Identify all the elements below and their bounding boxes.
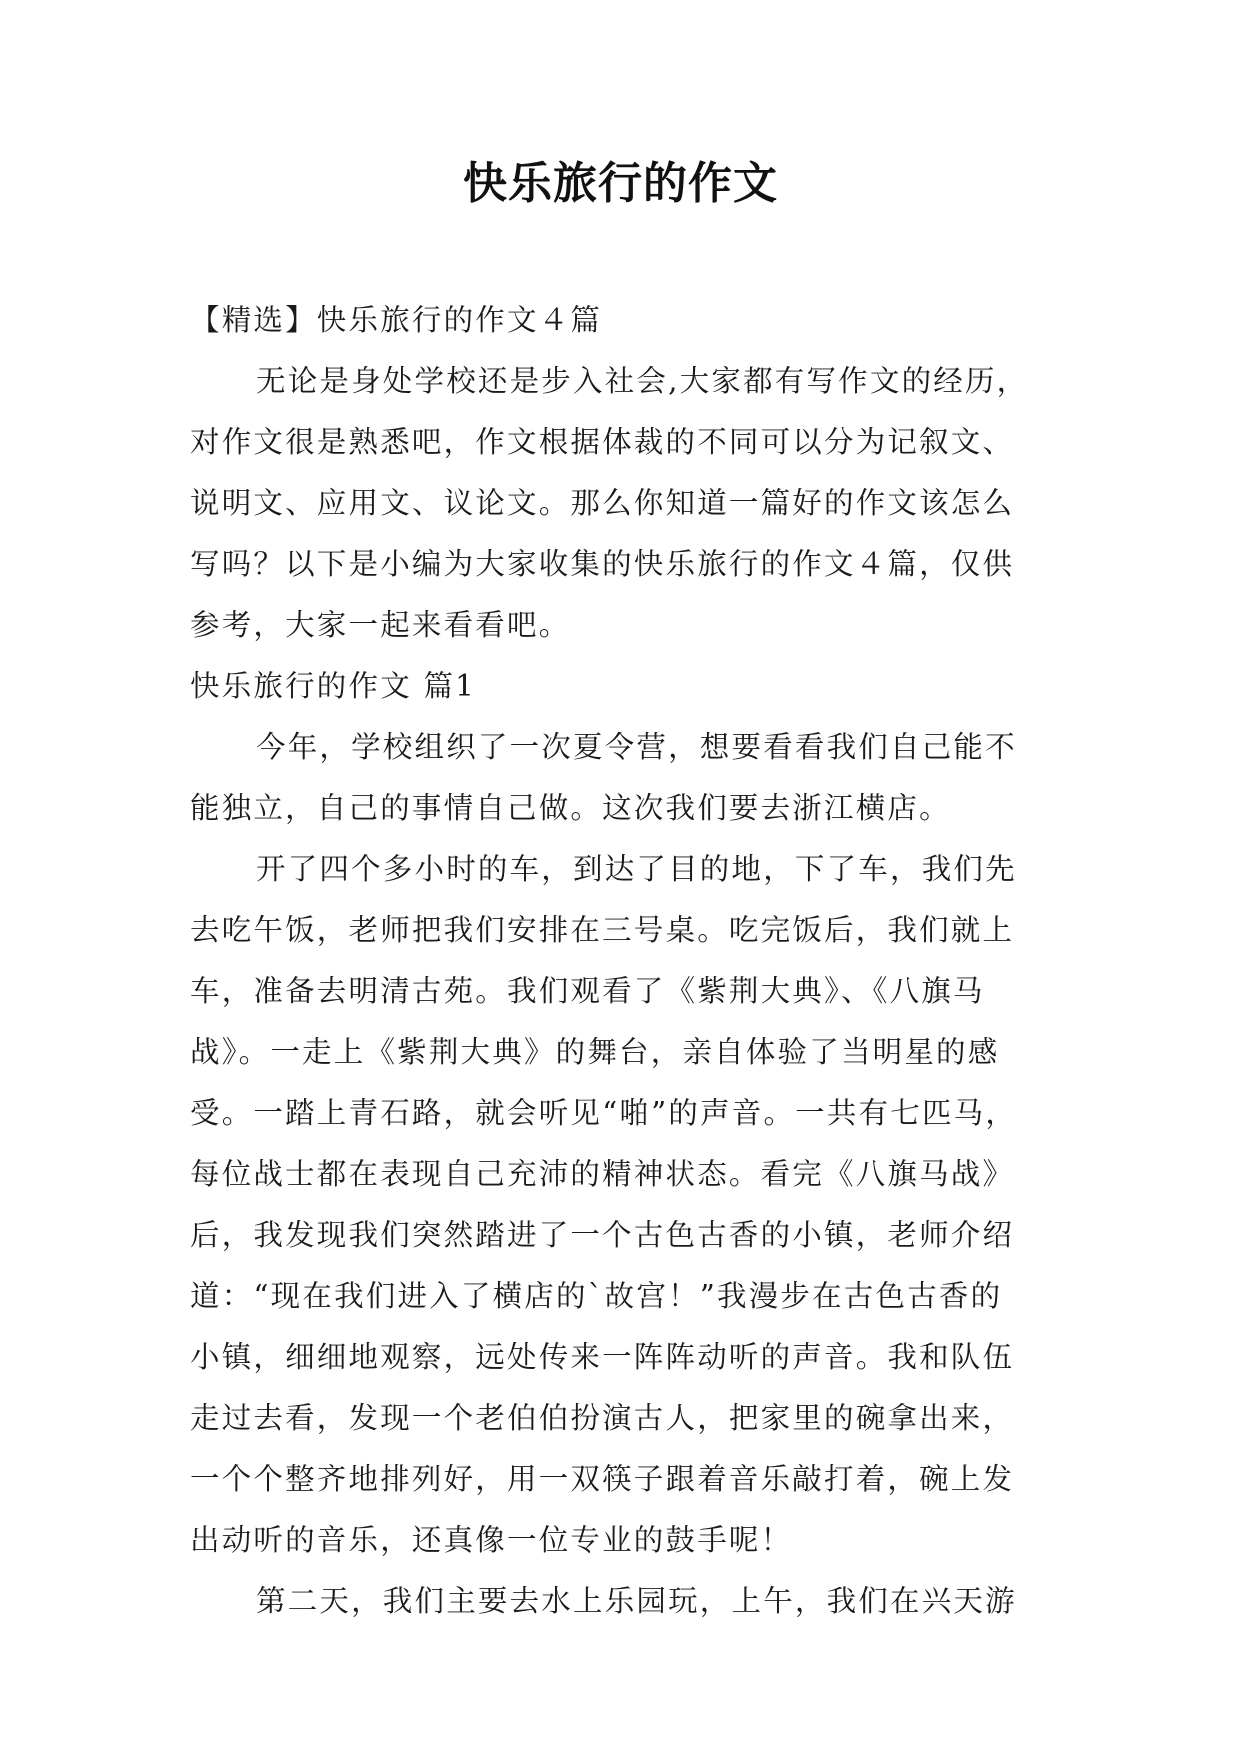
text-line: 道：“现在我们进入了横店的`故宫！”我漫步在古色古香的 (190, 1279, 1003, 1313)
text-line: 出动听的音乐，还真像一位专业的鼓手呢！ (190, 1523, 793, 1557)
text-line: 每位战士都在表现自己充沛的精神状态。看完《八旗马战》 (190, 1157, 1015, 1191)
document-body (190, 290, 1080, 1632)
text-line: 今年，学校组织了一次夏令营，想要看看我们自己能不 (256, 730, 1017, 764)
text-line: 【精选】快乐旅行的作文４篇 (190, 303, 603, 337)
page-title: 快乐旅行的作文 (463, 158, 778, 209)
text-line: 走过去看，发现一个老伯伯扮演古人，把家里的碗拿出来， (190, 1401, 1015, 1435)
text-line: 车，准备去明清古苑。我们观看了《紫荆大典》、《八旗马 (190, 974, 985, 1008)
text-line: 受。一踏上青石路，就会听见“啪”的声音。一共有七匹马， (190, 1096, 1018, 1130)
text-line: 去吃午饭，老师把我们安排在三号桌。吃完饭后，我们就上 (190, 913, 1015, 947)
text-line: 能独立，自己的事情自己做。这次我们要去浙江横店。 (190, 791, 951, 825)
text-line: 后，我发现我们突然踏进了一个古色古香的小镇，老师介绍 (190, 1218, 1015, 1252)
text-line: 说明文、应用文、议论文。那么你知道一篇好的作文该怎么 (190, 486, 1015, 520)
text-line: 参考，大家一起来看看吧。 (190, 608, 571, 642)
text-line: 一个个整齐地排列好，用一双筷子跟着音乐敲打着，碗上发 (190, 1462, 1015, 1496)
text-line: 对作文很是熟悉吧，作文根据体裁的不同可以分为记叙文、 (190, 425, 1015, 459)
text-line: 无论是身处学校还是步入社会,大家都有写作文的经历， (256, 364, 1029, 398)
text-line: 战》。一走上《紫荆大典》的舞台，亲自体验了当明星的感 (190, 1035, 1000, 1069)
text-line: 写吗？以下是小编为大家收集的快乐旅行的作文４篇，仅供 (190, 547, 1015, 581)
section-heading: 快乐旅行的作文 篇1 (190, 669, 477, 703)
text-line: 开了四个多小时的车，到达了目的地，下了车，我们先 (256, 852, 1017, 886)
text-line: 小镇，细细地观察，远处传来一阵阵动听的声音。我和队伍 (190, 1340, 1015, 1374)
text-line: 第二天，我们主要去水上乐园玩，上午，我们在兴天游 (256, 1584, 1017, 1618)
